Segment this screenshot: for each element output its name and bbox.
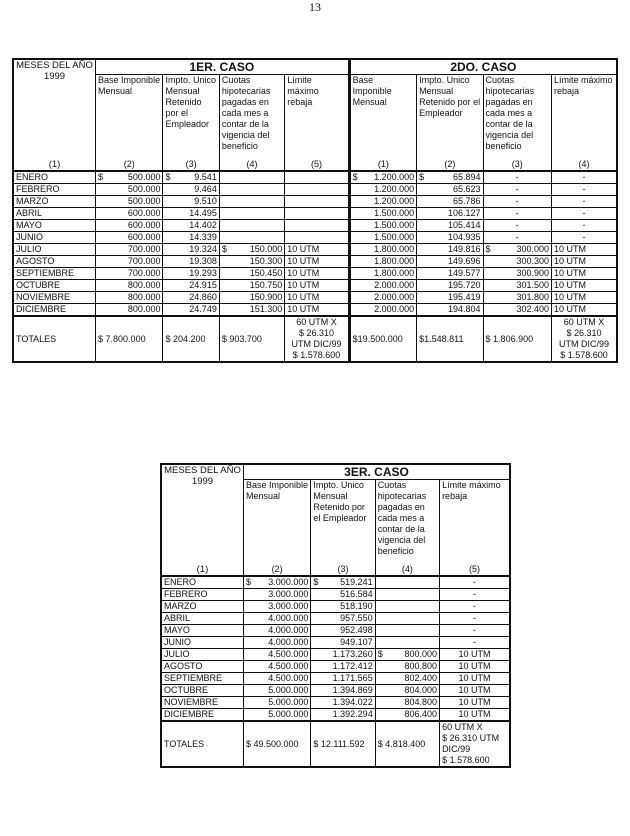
case3-cuotas-header xyxy=(375,480,439,577)
case3-cuotas-cell: 802.400 xyxy=(375,673,439,685)
meses-colnum: (1) xyxy=(48,159,61,170)
case3-base-cell: 3.000.000 xyxy=(243,589,310,601)
case1-total-limite-line: 60 UTM X xyxy=(296,317,337,327)
case3-limite-cell: 10 UTM xyxy=(440,649,510,661)
case2-cuotas-cell: 301.800 xyxy=(483,292,551,304)
month-cell: MARZO xyxy=(161,601,243,613)
case1-base-header xyxy=(96,75,163,172)
case1-cuotas-header-colnum: (4) xyxy=(246,159,258,169)
month-cell: SEPTIEMBRE xyxy=(161,673,243,685)
case3-total-cuotas: $ 4.818.400 xyxy=(375,721,439,767)
case3-cuotas-cell-value: 800.000 xyxy=(404,649,438,659)
case3-total-limite-line: $ 26.310 UTM xyxy=(442,733,500,743)
case1-impto-header-text: Impto. Unico Mensual Retenido por el Empleador xyxy=(165,75,216,129)
case3-base-header-colnum: (2) xyxy=(271,564,283,574)
case3-cuotas-cell xyxy=(375,649,439,661)
table-row xyxy=(13,232,617,244)
case1-cuotas-cell xyxy=(219,171,284,184)
case3-cuotas-cell: 804.800 xyxy=(375,697,439,709)
case2-base-cell: 1.500.000 xyxy=(349,232,416,244)
table-row xyxy=(161,661,510,673)
case2-impto-cell: 149.577 xyxy=(417,268,483,280)
case3-total-limite-line: $ 1.578.600 xyxy=(442,755,490,765)
case1-cuotas-cell-value: 150.000 xyxy=(249,244,283,254)
case1-limite-cell: 10 UTM xyxy=(285,292,349,304)
header-row xyxy=(161,464,510,480)
case2-base-cell-value: 1.200.000 xyxy=(374,172,415,182)
case2-impto-cell: 105.414 xyxy=(417,220,483,232)
case1-cuotas-cell-currency: $ xyxy=(221,244,227,254)
table-row xyxy=(13,280,617,292)
case2-impto-header-text: Impto. Unico Mensual Retenido por el Empleador xyxy=(419,75,481,118)
case3-limite-cell: 10 UTM xyxy=(440,673,510,685)
meses-colnum: (1) xyxy=(196,564,209,575)
case2-impto-cell: 149.696 xyxy=(417,256,483,268)
totals-row xyxy=(161,721,510,767)
case2-limite-header-colnum: (4) xyxy=(578,159,590,169)
case1-cuotas-cell: 150.750 xyxy=(219,280,284,292)
case1-base-cell: 600.000 xyxy=(96,208,163,220)
case3-title: 3ER. CASO xyxy=(243,464,510,480)
year-label: 1999 xyxy=(191,476,214,487)
case1-base-cell: 700.000 xyxy=(96,256,163,268)
case3-impto-header-colnum: (3) xyxy=(337,564,349,574)
month-cell: OCTUBRE xyxy=(161,685,243,697)
month-cell: SEPTIEMBRE xyxy=(13,268,96,280)
case2-impto-cell xyxy=(417,171,483,184)
case2-cuotas-cell: 300.900 xyxy=(483,268,551,280)
month-cell: MARZO xyxy=(13,196,96,208)
case2-impto-cell: 195.419 xyxy=(417,292,483,304)
case2-cuotas-cell: - xyxy=(483,208,551,220)
case1-limite-cell: 10 UTM xyxy=(285,304,349,317)
month-cell: JUNIO xyxy=(161,637,243,649)
case1-impto-cell: 14.339 xyxy=(163,232,219,244)
case3-cuotas-cell-currency: $ xyxy=(377,649,383,659)
case2-cuotas-header xyxy=(483,75,551,172)
case1-base-header-text: Base Imponible Mensual xyxy=(98,75,161,96)
case1-cuotas-cell xyxy=(219,220,284,232)
case2-cuotas-cell: 301.500 xyxy=(483,280,551,292)
case2-cuotas-cell: - xyxy=(483,232,551,244)
case1-total-limite-line: UTM DIC/99 xyxy=(291,339,342,349)
case1-impto-cell: 24.749 xyxy=(163,304,219,317)
case2-limite-cell: 10 UTM xyxy=(551,304,617,317)
case2-impto-header-colnum: (2) xyxy=(444,159,456,169)
case3-impto-cell: 1.172.412 xyxy=(311,661,375,673)
case3-limite-cell: - xyxy=(440,625,510,637)
case1-impto-cell: 19.293 xyxy=(163,268,219,280)
case3-base-cell xyxy=(243,576,310,589)
case3-base-cell: 4.500.000 xyxy=(243,649,310,661)
case3-base-cell: 3.000.000 xyxy=(243,601,310,613)
table-row xyxy=(161,685,510,697)
case3-total-base: $ 49.500.000 xyxy=(243,721,310,767)
case1-base-cell: 600.000 xyxy=(96,220,163,232)
case1-limite-cell: 10 UTM xyxy=(285,244,349,256)
case3-cuotas-cell: 806.400 xyxy=(375,709,439,722)
case3-impto-cell: 949.107 xyxy=(311,637,375,649)
case2-total-cuotas: $ 1.806.900 xyxy=(483,316,551,362)
case1-base-cell xyxy=(96,171,163,184)
case2-total-limite-line: 60 UTM X xyxy=(563,317,605,327)
meses-header xyxy=(13,59,96,171)
table-row xyxy=(161,576,510,589)
case2-cuotas-header-text: Cuotas hipotecarias pagadas en cada mes a contar de la vigencia del beneficio xyxy=(485,75,535,151)
case3-cuotas-cell xyxy=(375,625,439,637)
case2-impto-cell: 106.127 xyxy=(417,208,483,220)
case1-impto-cell: 24.915 xyxy=(163,280,219,292)
case1-cuotas-cell xyxy=(219,196,284,208)
case2-cuotas-cell: - xyxy=(483,196,551,208)
case3-cuotas-cell xyxy=(375,637,439,649)
case2-limite-cell: 10 UTM xyxy=(551,280,617,292)
case1-total-cuotas: $ 903.700 xyxy=(219,316,284,362)
case3-impto-cell: 957.550 xyxy=(311,613,375,625)
month-cell: ABRIL xyxy=(161,613,243,625)
month-cell: MAYO xyxy=(13,220,96,232)
case2-limite-cell: - xyxy=(551,184,617,196)
case1-impto-cell: 19.324 xyxy=(163,244,219,256)
case3-base-cell: 5.000.000 xyxy=(243,697,310,709)
case3-impto-cell: 516.584 xyxy=(311,589,375,601)
case1-cuotas-cell: 150.450 xyxy=(219,268,284,280)
table-caso-3 xyxy=(160,463,511,768)
case3-impto-header-text: Impto. Unico Mensual Retenido por el Empleador xyxy=(313,480,367,523)
case2-impto-cell: 104.935 xyxy=(417,232,483,244)
case3-cuotas-cell xyxy=(375,576,439,589)
table-row xyxy=(161,673,510,685)
case3-limite-header xyxy=(440,480,510,577)
case1-limite-cell xyxy=(285,184,349,196)
case2-limite-cell: 10 UTM xyxy=(551,244,617,256)
table-row xyxy=(13,208,617,220)
case1-cuotas-cell xyxy=(219,232,284,244)
case1-impto-cell: 14.402 xyxy=(163,220,219,232)
case2-impto-cell-currency: $ xyxy=(419,172,425,182)
table-row xyxy=(13,171,617,184)
case3-cuotas-cell: 804.000 xyxy=(375,685,439,697)
totales-label: TOTALES xyxy=(13,316,96,362)
case2-total-limite-line: $ 26.310 xyxy=(566,328,602,338)
case1-base-cell-value: 500.000 xyxy=(127,172,161,182)
case3-impto-cell: 1.394.869 xyxy=(311,685,375,697)
table-row xyxy=(13,304,617,317)
case3-cuotas-cell: 800.800 xyxy=(375,661,439,673)
case2-total-limite-line: $ 1.578.600 xyxy=(560,350,608,360)
case1-impto-cell xyxy=(163,171,219,184)
case3-base-cell: 5.000.000 xyxy=(243,709,310,722)
table-row xyxy=(13,220,617,232)
month-cell: OCTUBRE xyxy=(13,280,96,292)
case3-limite-cell: - xyxy=(440,637,510,649)
month-cell: FEBRERO xyxy=(13,184,96,196)
case2-impto-cell: 149.816 xyxy=(417,244,483,256)
case1-total-impto: $ 204.200 xyxy=(163,316,219,362)
case2-limite-cell: - xyxy=(551,208,617,220)
case3-cuotas-cell xyxy=(375,589,439,601)
case2-base-cell xyxy=(349,171,416,184)
month-cell: JULIO xyxy=(161,649,243,661)
month-cell: MAYO xyxy=(161,625,243,637)
case1-impto-cell-currency: $ xyxy=(165,172,171,182)
month-cell: DICIEMBRE xyxy=(13,304,96,317)
case2-limite-cell: - xyxy=(551,220,617,232)
case1-limite-cell: 10 UTM xyxy=(285,280,349,292)
page-number: 13 xyxy=(309,0,321,14)
case2-base-cell: 2.000.000 xyxy=(349,292,416,304)
totales-label: TOTALES xyxy=(161,721,243,767)
case3-limite-cell: 10 UTM xyxy=(440,697,510,709)
case2-impto-cell: 195.720 xyxy=(417,280,483,292)
table-row xyxy=(13,256,617,268)
case1-cuotas-cell xyxy=(219,184,284,196)
case3-limite-header-text: Límite máximo rebaja xyxy=(442,480,501,501)
case2-limite-cell: 10 UTM xyxy=(551,268,617,280)
table-row xyxy=(161,613,510,625)
case1-total-limite xyxy=(285,316,349,362)
case1-base-cell: 600.000 xyxy=(96,232,163,244)
case3-base-cell: 4.500.000 xyxy=(243,661,310,673)
month-cell: FEBRERO xyxy=(161,589,243,601)
table-row xyxy=(13,184,617,196)
case2-limite-header xyxy=(551,75,617,172)
table-row xyxy=(13,268,617,280)
case1-impto-header xyxy=(163,75,219,172)
case3-impto-cell: 1.171.565 xyxy=(311,673,375,685)
case2-base-cell: 1.800.000 xyxy=(349,268,416,280)
case3-cuotas-cell xyxy=(375,613,439,625)
table-row xyxy=(13,292,617,304)
case1-limite-cell xyxy=(285,232,349,244)
case2-total-impto: $1.548.811 xyxy=(417,316,483,362)
case2-title: 2DO. CASO xyxy=(349,59,617,75)
case2-limite-cell: 10 UTM xyxy=(551,292,617,304)
year-label: 1999 xyxy=(43,71,66,82)
case1-limite-cell xyxy=(285,196,349,208)
case2-cuotas-cell: 302.400 xyxy=(483,304,551,317)
table-row xyxy=(13,244,617,256)
month-cell: DICIEMBRE xyxy=(161,709,243,722)
case1-impto-cell: 19.308 xyxy=(163,256,219,268)
case3-limite-header-colnum: (5) xyxy=(469,564,481,574)
case2-base-cell: 1.800.000 xyxy=(349,256,416,268)
case1-base-cell: 800.000 xyxy=(96,292,163,304)
meses-label: MESES DEL AÑO xyxy=(164,465,241,476)
case3-limite-cell: - xyxy=(440,589,510,601)
case3-cuotas-cell xyxy=(375,601,439,613)
case2-base-cell: 2.000.000 xyxy=(349,280,416,292)
case3-base-cell: 4.500.000 xyxy=(243,673,310,685)
case1-limite-header-text: Límite máximo rebaja xyxy=(287,75,319,107)
case3-impto-cell: 1.392.294 xyxy=(311,709,375,722)
case1-impto-cell: 24.860 xyxy=(163,292,219,304)
case1-impto-cell: 9.464 xyxy=(163,184,219,196)
month-cell: ENERO xyxy=(13,171,96,184)
case1-total-base: $ 7.800.000 xyxy=(96,316,163,362)
case2-base-header xyxy=(349,75,416,172)
case1-limite-header-colnum: (5) xyxy=(310,159,322,169)
case3-impto-cell-currency: $ xyxy=(313,577,319,587)
case2-cuotas-cell-currency: $ xyxy=(485,244,491,254)
case3-impto-cell-value: 519.241 xyxy=(340,577,373,587)
case1-limite-cell xyxy=(285,208,349,220)
month-cell: NOVIEMBRE xyxy=(161,697,243,709)
case1-limite-cell: 10 UTM xyxy=(285,256,349,268)
case1-base-header-colnum: (2) xyxy=(123,159,135,169)
case1-base-cell: 800.000 xyxy=(96,280,163,292)
case2-base-cell-currency: $ xyxy=(352,172,358,182)
case3-total-limite xyxy=(440,721,510,767)
case3-total-impto: $ 12.111.592 xyxy=(311,721,375,767)
table-row xyxy=(161,589,510,601)
case2-impto-cell-value: 65.894 xyxy=(453,172,481,182)
case3-base-cell: 4.000.000 xyxy=(243,637,310,649)
case2-impto-cell: 65.623 xyxy=(417,184,483,196)
case3-limite-cell: 10 UTM xyxy=(440,685,510,697)
meses-label: MESES DEL AÑO xyxy=(16,60,93,71)
case2-cuotas-cell xyxy=(483,244,551,256)
case2-cuotas-header-colnum: (3) xyxy=(511,159,523,169)
case3-impto-cell xyxy=(311,576,375,589)
month-cell: ENERO xyxy=(161,576,243,589)
case2-base-cell: 1.200.000 xyxy=(349,196,416,208)
case2-limite-cell: 10 UTM xyxy=(551,256,617,268)
case3-impto-cell: 518.190 xyxy=(311,601,375,613)
case2-cuotas-cell: - xyxy=(483,171,551,184)
case1-limite-cell xyxy=(285,220,349,232)
table-row xyxy=(161,637,510,649)
case1-base-cell: 800.000 xyxy=(96,304,163,317)
case3-limite-cell: 10 UTM xyxy=(440,709,510,722)
case1-limite-cell xyxy=(285,171,349,184)
case2-base-cell: 1.500.000 xyxy=(349,208,416,220)
totals-row xyxy=(13,316,617,362)
case1-total-limite-line: $ 1.578.600 xyxy=(292,350,341,360)
case1-total-limite-line: $ 26.310 xyxy=(298,328,334,338)
case2-total-base: $19.500.000 xyxy=(349,316,416,362)
case2-cuotas-cell: 300.300 xyxy=(483,256,551,268)
case1-limite-cell: 10 UTM xyxy=(285,268,349,280)
month-cell: NOVIEMBRE xyxy=(13,292,96,304)
case2-limite-cell: - xyxy=(551,171,617,184)
table-row xyxy=(161,601,510,613)
case3-total-limite-line: 60 UTM X xyxy=(442,722,483,732)
case2-total-limite-line: UTM DIC/99 xyxy=(558,339,609,349)
case1-cuotas-cell: 150.300 xyxy=(219,256,284,268)
month-cell: ABRIL xyxy=(13,208,96,220)
case2-limite-header-text: Límite máximo rebaja xyxy=(553,75,613,96)
table-row xyxy=(161,709,510,722)
case3-limite-cell: - xyxy=(440,613,510,625)
case3-base-cell: 4.000.000 xyxy=(243,625,310,637)
case2-base-cell: 1.800.000 xyxy=(349,244,416,256)
case1-cuotas-cell xyxy=(219,244,284,256)
case3-base-cell-value: 3.000.000 xyxy=(268,577,309,587)
case3-limite-cell: - xyxy=(440,576,510,589)
table-row xyxy=(161,625,510,637)
header-row xyxy=(13,59,617,75)
subheader-row xyxy=(13,75,617,172)
case1-base-cell: 500.000 xyxy=(96,196,163,208)
case1-cuotas-header-text: Cuotas hipotecarias pagadas en cada mes a contar de la vigencia del beneficio xyxy=(221,75,271,151)
case2-base-cell: 2.000.000 xyxy=(349,304,416,317)
case3-impto-cell: 1.394.022 xyxy=(311,697,375,709)
case1-impto-header-colnum: (3) xyxy=(185,159,197,169)
case2-base-header-colnum: (1) xyxy=(377,159,389,169)
table-row xyxy=(161,649,510,661)
case3-impto-header xyxy=(311,480,375,577)
case2-base-cell: 1.200.000 xyxy=(349,184,416,196)
case2-cuotas-cell-value: 300.000 xyxy=(516,244,549,254)
month-cell: AGOSTO xyxy=(13,256,96,268)
case1-cuotas-header xyxy=(219,75,284,172)
case1-limite-header xyxy=(285,75,349,172)
case3-limite-cell: 10 UTM xyxy=(440,661,510,673)
case3-base-cell: 5.000.000 xyxy=(243,685,310,697)
month-cell: JULIO xyxy=(13,244,96,256)
case1-base-cell: 700.000 xyxy=(96,268,163,280)
case1-base-cell-currency: $ xyxy=(98,172,104,182)
meses-header xyxy=(161,464,243,576)
case3-limite-cell: - xyxy=(440,601,510,613)
table-row xyxy=(161,697,510,709)
case1-cuotas-cell xyxy=(219,208,284,220)
case3-cuotas-header-colnum: (4) xyxy=(401,564,413,574)
case1-base-cell: 500.000 xyxy=(96,184,163,196)
case1-cuotas-cell: 150.900 xyxy=(219,292,284,304)
case2-limite-cell: - xyxy=(551,196,617,208)
case3-total-limite-line: DIC/99 xyxy=(442,744,471,754)
case2-impto-header xyxy=(417,75,483,172)
table-casos-1-2 xyxy=(12,58,618,363)
table-row xyxy=(13,196,617,208)
case2-cuotas-cell: - xyxy=(483,184,551,196)
case3-impto-cell: 952.498 xyxy=(311,625,375,637)
case2-base-header-text: Base Imponible Mensual xyxy=(352,75,392,107)
case1-title: 1ER. CASO xyxy=(96,59,350,75)
case3-impto-cell: 1.173.260 xyxy=(311,649,375,661)
case2-base-cell: 1.500.000 xyxy=(349,220,416,232)
case1-impto-cell-value: 9.541 xyxy=(194,172,217,182)
case1-base-cell: 700.000 xyxy=(96,244,163,256)
case2-limite-cell: - xyxy=(551,232,617,244)
case2-impto-cell: 65.786 xyxy=(417,196,483,208)
month-cell: JUNIO xyxy=(13,232,96,244)
case1-impto-cell: 9.510 xyxy=(163,196,219,208)
case2-impto-cell: 194.804 xyxy=(417,304,483,317)
case3-base-cell: 4.000.000 xyxy=(243,613,310,625)
case3-base-cell-currency: $ xyxy=(245,577,251,587)
case3-cuotas-header-text: Cuotas hipotecarias pagadas en cada mes a contar de la vigencia del beneficio xyxy=(377,480,427,556)
case1-cuotas-cell: 151.300 xyxy=(219,304,284,317)
case3-base-header xyxy=(243,480,310,577)
case1-impto-cell: 14.495 xyxy=(163,208,219,220)
case3-base-header-text: Base Imponible Mensual xyxy=(245,480,309,501)
case2-cuotas-cell: - xyxy=(483,220,551,232)
case2-total-limite xyxy=(551,316,617,362)
month-cell: AGOSTO xyxy=(161,661,243,673)
